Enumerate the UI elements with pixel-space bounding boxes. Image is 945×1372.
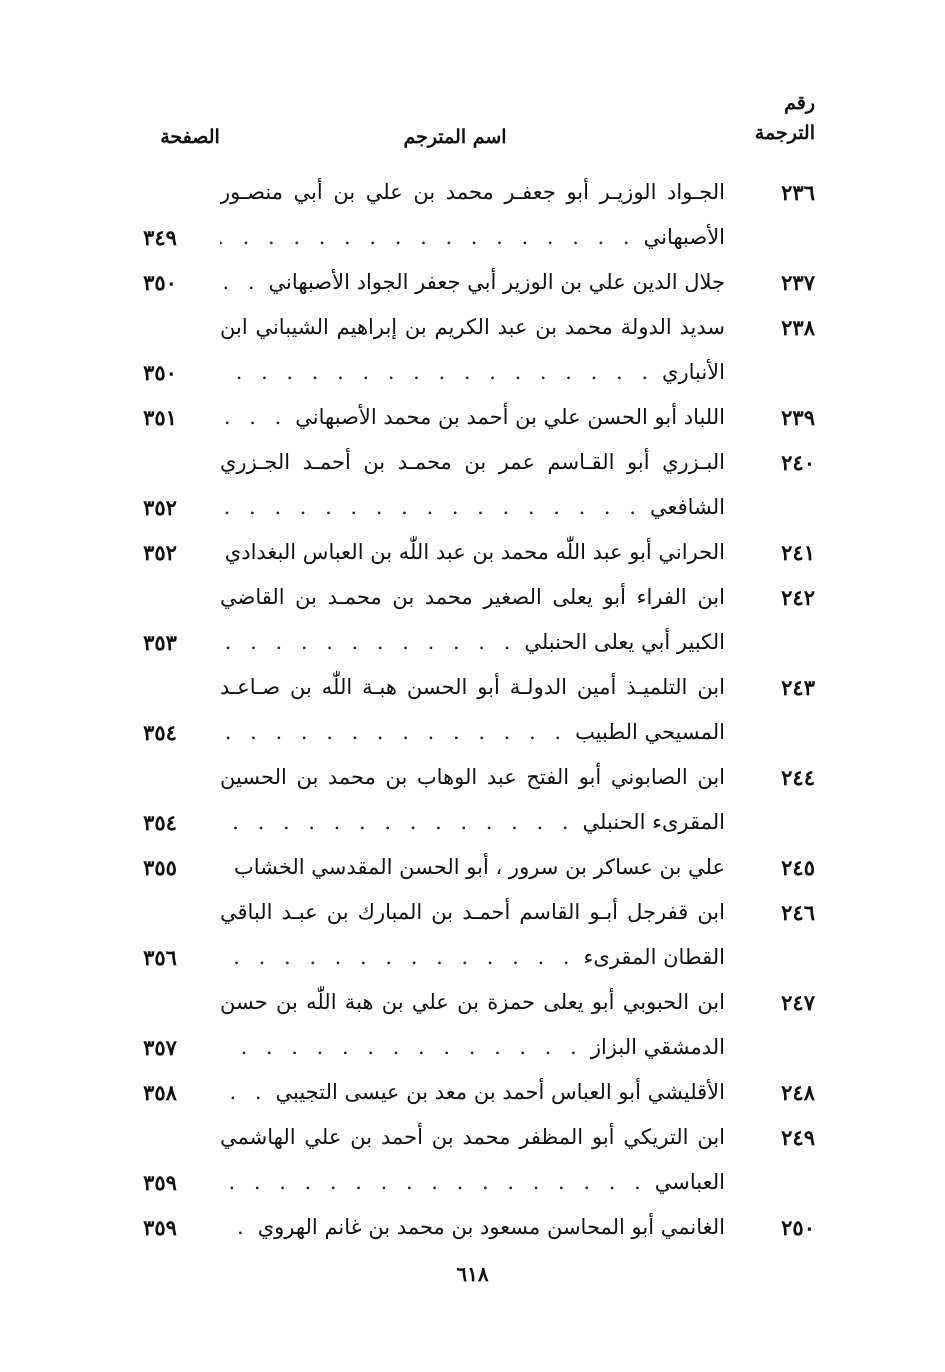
entry-name: اللباد أبو الحسن علي بن أحمد بن محمد الأصبهاني — [295, 405, 725, 429]
entry-number: ٢٤٩ — [781, 1125, 815, 1150]
entry-number: ٢٥٠ — [781, 1215, 815, 1240]
entry-name: العباسي — [654, 1170, 725, 1194]
entry-name-line: ابن التريكي أبو المظفر محمد بن أحمد بن علي الهاشمي — [220, 1125, 725, 1149]
entry-row — [120, 530, 815, 575]
entry-name-line-final — [220, 800, 725, 845]
dot-leader — [220, 800, 575, 845]
entry-name: الشافعي — [649, 495, 725, 519]
dot-leader — [220, 1205, 250, 1250]
entry-row — [120, 980, 815, 1025]
table-header — [120, 88, 815, 158]
entry-number: ٢٣٧ — [781, 270, 815, 295]
dot-leader — [220, 215, 636, 260]
entry-name-line: البـزري أبو القـاسم عمر بن محمـد بن أحمـد الجـزري — [220, 450, 725, 474]
entry-row — [120, 1115, 815, 1160]
entry-page: ٣٥١ — [143, 405, 177, 430]
header-entry-number — [735, 88, 815, 148]
entry-name: المقرىء الحنبلي — [582, 810, 725, 834]
entry-name: الأنباري — [662, 360, 725, 384]
entry-name: جلال الدين علي بن الوزير أبي جعفر الجواد الأصبهاني — [268, 270, 725, 294]
entry-name-line-final — [220, 350, 725, 395]
header-biographee-name: اسم المترجم — [403, 126, 507, 148]
entry-name-line-final — [220, 845, 725, 890]
entry-name-line: ابن قفرجل أبـو القاسم أحمـد بن المبارك بن عبـد الباقي — [220, 900, 725, 924]
dot-leader — [220, 1025, 583, 1070]
entry-name-line-final — [220, 395, 725, 440]
entry-row — [120, 710, 815, 755]
entry-name-line: ابن الفراء أبو يعلى الصغير محمد بن محمـد بن القاضي — [220, 585, 725, 609]
entry-number: ٢٤٢ — [781, 585, 815, 610]
entry-page: ٣٥٣ — [143, 630, 177, 655]
entry-name-line: ابن التلميـذ أمين الدولـة أبو الحسن هبـة اللّٰه بن صـاعـد — [220, 675, 725, 699]
entry-page: ٣٤٩ — [143, 225, 177, 250]
entry-row — [120, 845, 815, 890]
dot-leader — [220, 710, 567, 755]
dot-leader — [220, 1160, 647, 1205]
entry-number: ٢٤٠ — [781, 450, 815, 475]
entry-number: ٢٤٨ — [781, 1080, 815, 1105]
entry-number: ٢٤٧ — [781, 990, 815, 1015]
entry-name-line-final — [220, 1025, 725, 1070]
entries-list — [120, 170, 815, 1250]
entry-page: ٣٥٠ — [143, 270, 177, 295]
entry-name-line: الجـواد الوزيـر أبو جعفـر محمد بن علي بن أبي منصـور — [220, 180, 725, 204]
entry-name: الغانمي أبو المحاسن مسعود بن محمد بن غانم الهروي — [257, 1215, 725, 1239]
entry-number: ٢٣٨ — [781, 315, 815, 340]
dot-leader — [220, 485, 642, 530]
dot-leader — [220, 620, 516, 665]
entry-name-line-final — [220, 530, 725, 575]
entry-page: ٣٥٥ — [143, 855, 177, 880]
entry-name: علي بن عساكر بن سرور ، أبو الحسن المقدسي الخشاب — [233, 855, 725, 879]
dot-leader — [220, 350, 654, 395]
entry-name-line-final — [220, 1205, 725, 1250]
entry-row — [120, 305, 815, 350]
entry-name-line-final — [220, 935, 725, 980]
entry-row — [120, 575, 815, 620]
entry-page: ٣٥٤ — [143, 720, 177, 745]
page-number: ٦١٨ — [456, 1262, 489, 1286]
header-page-number: الصفحة — [160, 126, 220, 148]
entry-name: الدمشقي البزاز — [590, 1035, 725, 1059]
dot-leader — [220, 1070, 268, 1115]
entry-number: ٢٣٦ — [781, 180, 815, 205]
entry-row — [120, 170, 815, 215]
dot-leader — [220, 260, 261, 305]
entry-page: ٣٥٧ — [143, 1035, 177, 1060]
entry-number: ٢٤١ — [781, 540, 815, 565]
entry-row — [120, 1070, 815, 1115]
entry-number: ٢٤٤ — [781, 765, 815, 790]
entry-name-line-final — [220, 710, 725, 755]
entry-name-line-final — [220, 485, 725, 530]
dot-leader — [220, 395, 287, 440]
dot-leader — [220, 845, 226, 890]
entry-number: ٢٤٣ — [781, 675, 815, 700]
dot-leader — [220, 935, 576, 980]
entry-page: ٣٥٤ — [143, 810, 177, 835]
entry-name: القطان المقرىء — [583, 945, 725, 969]
entry-row — [120, 1205, 815, 1250]
entry-row — [120, 800, 815, 845]
entry-name-line: ابن الحبوبي أبو يعلى حمزة بن علي بن هبة اللّٰه بن حسن — [220, 990, 725, 1014]
entry-name: الحراني أبو عبد اللّٰه محمد بن عبد اللّٰه بن العباس البغدادي — [224, 540, 725, 564]
entry-page: ٣٥٠ — [143, 360, 177, 385]
entry-name: المسيحي الطبيب — [575, 720, 725, 744]
entry-page: ٣٥٦ — [143, 945, 177, 970]
entry-name: الأقليشي أبو العباس أحمد بن معد بن عيسى التجيبي — [275, 1080, 725, 1104]
entry-page: ٣٥٩ — [143, 1170, 177, 1195]
entry-page: ٣٥٨ — [143, 1080, 177, 1105]
entry-row — [120, 755, 815, 800]
entry-row — [120, 395, 815, 440]
entry-row — [120, 440, 815, 485]
entry-number: ٢٤٦ — [781, 900, 815, 925]
entry-number: ٢٤٥ — [781, 855, 815, 880]
entry-row — [120, 215, 815, 260]
entry-name-line-final — [220, 215, 725, 260]
entry-name: الكبير أبي يعلى الحنبلي — [524, 630, 725, 654]
entry-row — [120, 935, 815, 980]
entry-name-line-final — [220, 1070, 725, 1115]
entry-row — [120, 1025, 815, 1070]
entry-row — [120, 485, 815, 530]
entry-name-line: سديد الدولة محمد بن عبد الكريم بن إبراهيم الشيباني ابن — [220, 315, 725, 339]
entry-row — [120, 665, 815, 710]
entry-page: ٣٥٢ — [143, 540, 177, 565]
entry-row — [120, 260, 815, 305]
entry-name-line-final — [220, 620, 725, 665]
header-entry-number-line1: رقم — [784, 92, 815, 114]
entry-number: ٢٣٩ — [781, 405, 815, 430]
entry-row — [120, 890, 815, 935]
entry-name: الأصبهاني — [643, 225, 725, 249]
entry-row — [120, 350, 815, 395]
entry-name-line: ابن الصابوني أبو الفتح عبد الوهاب بن محمد بن الحسين — [220, 765, 725, 789]
entry-page: ٣٥٩ — [143, 1215, 177, 1240]
entry-name-line-final — [220, 1160, 725, 1205]
entry-name-line-final — [220, 260, 725, 305]
entry-row — [120, 1160, 815, 1205]
entry-page: ٣٥٢ — [143, 495, 177, 520]
entry-row — [120, 620, 815, 665]
header-entry-number-line2: الترجمة — [754, 122, 815, 144]
